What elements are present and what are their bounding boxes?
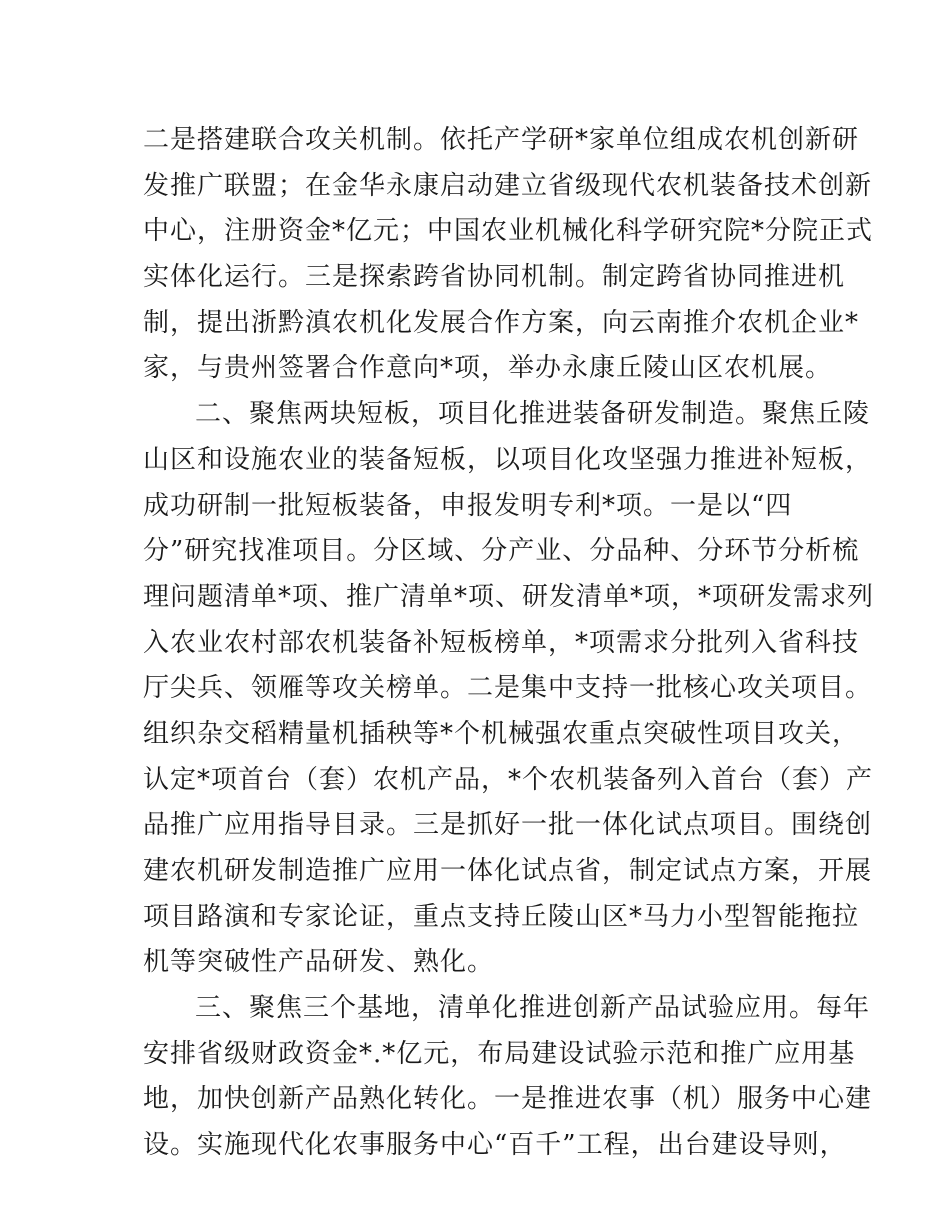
text-line: 入农业农村部农机装备补短板榜单，*项需求分批列入省科技 (143, 627, 860, 658)
text-line: 认定*项首台（套）农机产品，*个农机装备列入首台（套）产 (143, 764, 874, 795)
text-line: 理问题清单*项、推广清单*项、研发清单*项，*项研发需求列 (143, 581, 875, 612)
text-line: 机等突破性产品研发、熟化。 (143, 947, 495, 978)
section-heading-line: 二、聚焦两块短板，项目化推进装备研发制造。聚焦丘陵 (195, 399, 871, 430)
text-line: 发推广联盟；在金华永康启动建立省级现代农机装备技术创新 (143, 170, 873, 201)
text-line: 项目路演和专家论证，重点支持丘陵山区*马力小型智能拖拉 (143, 901, 860, 932)
text-line: 厅尖兵、领雁等攻关榜单。二是集中支持一批核心攻关项目。 (143, 673, 873, 704)
text-line: 实体化运行。三是探索跨省协同机制。制定跨省协同推进机 (143, 262, 846, 293)
text-line: 中心，注册资金*亿元；中国农业机械化科学研究院*分院正式 (143, 216, 874, 247)
text-line: 分”研究找准项目。分区域、分产业、分品种、分环节分析梳 (143, 536, 860, 567)
text-line: 成功研制一批短板装备，申报发明专利*项。一是以“四 (143, 490, 793, 521)
text-line: 家，与贵州签署合作意向*项，举办永康丘陵山区农机展。 (143, 353, 833, 384)
text-line: 地，加快创新产品熟化转化。一是推进农事（机）服务中心建 (143, 1084, 873, 1115)
text-line: 二是搭建联合攻关机制。依托产学研*家单位组成农机创新研 (143, 125, 860, 155)
text-line: 安排省级财政资金*.*亿元，布局建设试验示范和推广应用基 (143, 1038, 856, 1069)
text-line: 山区和设施农业的装备短板，以项目化攻坚强力推进补短板， (143, 444, 873, 475)
text-line: 品推广应用指导目录。三是抓好一批一体化试点项目。围绕创 (143, 810, 873, 841)
text-line: 设。实施现代化农事服务中心“百千”工程，出台建设导则， (143, 1130, 847, 1161)
text-line: 组织杂交稻精量机插秧等*个机械强农重点突破性项目攻关， (143, 718, 860, 749)
body-text (143, 118, 875, 1169)
text-line: 制，提出浙黔滇农机化发展合作方案，向云南推介农机企业* (143, 307, 860, 338)
text-line: 建农机研发制造推广应用一体化试点省，制定试点方案，开展 (143, 856, 873, 886)
section-heading-line: 三、聚焦三个基地，清单化推进创新产品试验应用。每年 (195, 993, 871, 1024)
